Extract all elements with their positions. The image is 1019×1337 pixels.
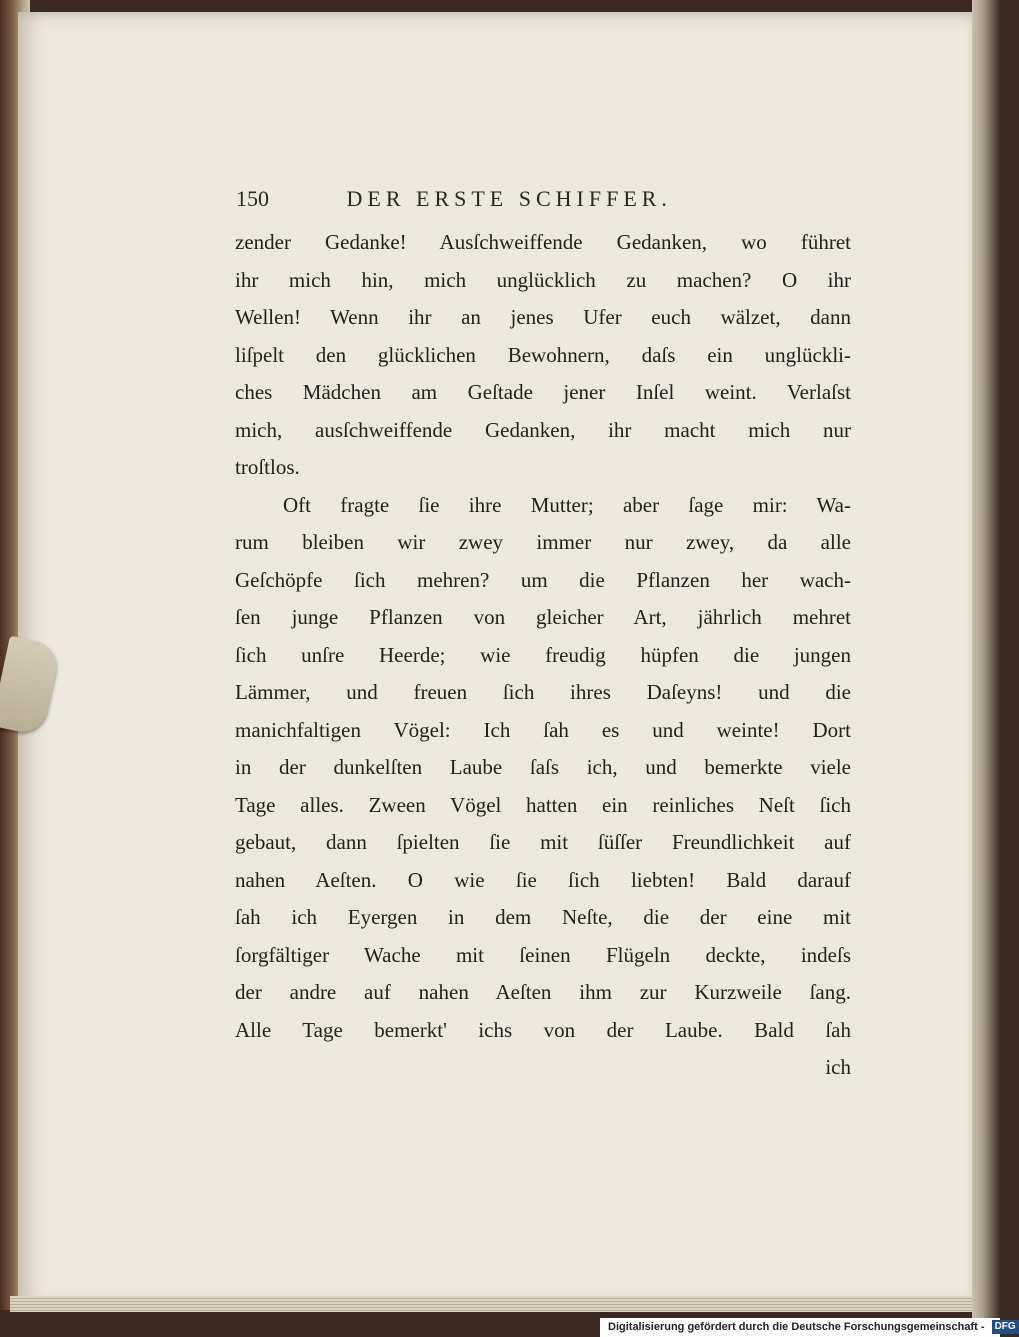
text-line: Geſchöpfe ſich mehren? um die Pflanzen her wach- [235,567,851,592]
text-line: Tage alles. Zween Vögel hatten ein reinliches Neſt ſich [235,792,851,817]
text-line: liſpelt den glücklichen Bewohnern, daſs ein unglückli- [235,342,851,367]
text-line: Lämmer, und freuen ſich ihres Daſeyns! und die [235,680,851,704]
text-line: ches Mädchen am Geſtade jener Inſel weint. Verlaſst [235,380,851,404]
text-line: mich, ausſchweiffende Gedanken, ihr macht mich nur [235,417,851,442]
text-line: in der dunkelſten Laube ſaſs ich, und bemerkte viele [235,755,851,779]
text-line: manichfaltigen Vögel: Ich ſah es und weinte! Dort [235,717,851,742]
page-number: 150 [236,186,269,211]
catchword: ich [825,1055,851,1079]
digitization-credit-bar [600,1318,1016,1337]
text-line: rum bleiben wir zwey immer nur zwey, da alle [235,530,851,554]
text-line: ſah ich Eyergen in dem Neſte, die der eine mit [235,905,851,929]
running-title: DER ERSTE SCHIFFER. [346,186,672,211]
text-line: Wellen! Wenn ihr an jenes Ufer euch wälzet, dann [235,305,851,329]
dfg-logo: DFG [992,1320,1019,1334]
paragraph-start-line: Oft fragte ſie ihre Mutter; aber ſage mir: Wa- [283,492,851,517]
text-line: Alle Tage bemerkt' ichs von der Laube. Bald ſah [235,1017,851,1042]
text-line: troſtlos. [235,455,300,479]
digitization-credit: Digitalisierung gefördert durch die Deutsche Forschungsgemeinschaft - [608,1321,985,1333]
text-line: ſen junge Pflanzen von gleicher Art, jährlich mehret [235,605,851,629]
text-line: ihr mich hin, mich unglücklich zu machen? O ihr [235,267,851,292]
running-head [236,186,776,212]
text-line: ſorgfältiger Wache mit ſeinen Flügeln deckte, indeſs [235,942,851,967]
body-text [235,224,851,1087]
text-line: zender Gedanke! Ausſchweiffende Gedanken, wo führet [235,230,851,254]
text-line: gebaut, dann ſpielten ſie mit ſüſſer Freundlichkeit auf [235,830,851,854]
text-line: ſich unſre Heerde; wie freudig hüpfen die jungen [235,642,851,667]
text-line: der andre auf nahen Aeſten ihm zur Kurzweile ſang. [235,980,851,1004]
page-edges-bottom [10,1296,990,1312]
text-line: nahen Aeſten. O wie ſie ſich liebten! Bald darauf [235,867,851,892]
book-right-edge [972,0,1000,1320]
